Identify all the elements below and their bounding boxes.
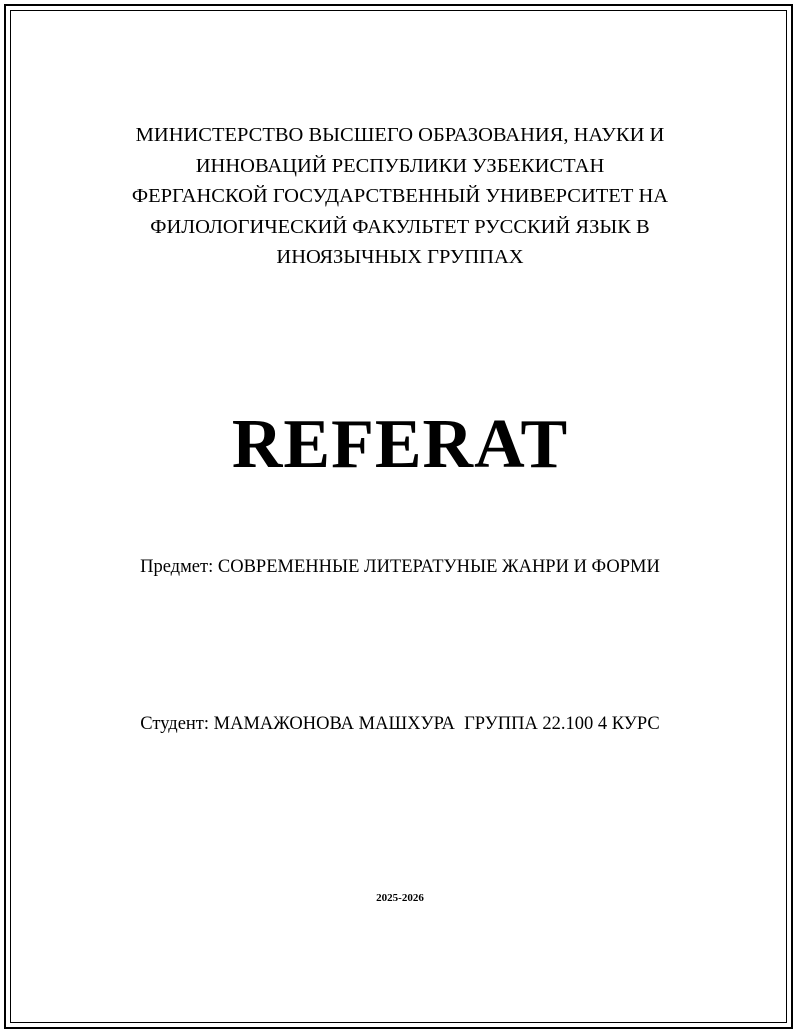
student-line: Студент: МАМАЖОНОВА МАШХУРА ГРУППА 22.100 4 КУРС: [140, 714, 660, 734]
institution-header: [0, 120, 800, 273]
academic-year: 2025-2026: [376, 892, 424, 904]
header-line-3: ФЕРГАНСКОЙ ГОСУДАРСТВЕННЫЙ УНИВЕРСИТЕТ НА: [131, 185, 669, 207]
document-title: REFERAT: [231, 406, 569, 483]
header-line-5: ИНОЯЗЫЧНЫХ ГРУППАХ: [276, 246, 524, 268]
header-line-4: ФИЛОЛОГИЧЕСКИЙ ФАКУЛЬТЕТ РУССКИЙ ЯЗЫК В: [150, 215, 650, 238]
header-line-2: ИННОВАЦИЙ РЕСПУБЛИКИ УЗБЕКИСТАН: [195, 154, 605, 177]
subject-line: Предмет: СОВРЕМЕННЫЕ ЛИТЕРАТУНЫЕ ЖАНРИ И ФОРМИ: [140, 557, 660, 577]
header-line-1: МИНИСТЕРСТВО ВЫСШЕГО ОБРАЗОВАНИЯ, НАУКИ И: [135, 124, 665, 146]
